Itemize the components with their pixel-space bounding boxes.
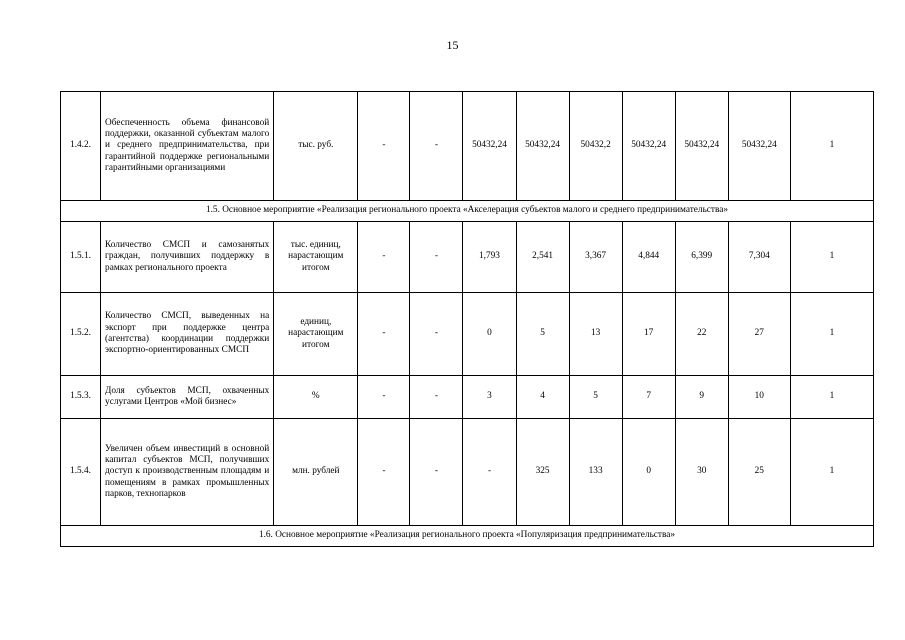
- indicator-description: Обеспеченность объема финансовой поддержки, оказанной субъектам малого и среднего предпринимательства, при гарантийной поддержке региональными гарантийными организациями: [101, 92, 274, 201]
- indicators-table: [60, 91, 874, 547]
- indicator-description: Количество СМСП, выведенных на экспорт при поддержке центра (агентства) координации поддержки экспортно-ориентированных СМСП: [101, 293, 274, 376]
- value-cell: 133: [569, 419, 622, 526]
- row-number: 1.4.2.: [61, 92, 101, 201]
- row-number: 1.5.4.: [61, 419, 101, 526]
- value-cell: -: [410, 222, 463, 293]
- unit-cell: тыс. руб.: [274, 92, 358, 201]
- section-row: [61, 526, 874, 547]
- value-cell: 1: [790, 376, 873, 419]
- value-cell: 13: [569, 293, 622, 376]
- unit-cell: млн. рублей: [274, 419, 358, 526]
- value-cell: 9: [675, 376, 728, 419]
- value-cell: 0: [622, 419, 675, 526]
- value-cell: -: [410, 376, 463, 419]
- value-cell: 27: [728, 293, 790, 376]
- table-row: [61, 419, 874, 526]
- value-cell: 17: [622, 293, 675, 376]
- value-cell: 7,304: [728, 222, 790, 293]
- value-cell: -: [358, 293, 410, 376]
- section-title: 1.5. Основное мероприятие «Реализация регионального проекта «Акселерация субъектов малого и среднего предпринимательства»: [61, 201, 874, 222]
- value-cell: -: [358, 92, 410, 201]
- value-cell: 50432,24: [516, 92, 569, 201]
- value-cell: 50432,24: [463, 92, 516, 201]
- section-row: [61, 201, 874, 222]
- value-cell: 4: [516, 376, 569, 419]
- value-cell: 50432,24: [728, 92, 790, 201]
- value-cell: -: [358, 222, 410, 293]
- value-cell: 1,793: [463, 222, 516, 293]
- unit-cell: тыс. единиц, нарастающим итогом: [274, 222, 358, 293]
- value-cell: 1: [790, 419, 873, 526]
- value-cell: 0: [463, 293, 516, 376]
- row-number: 1.5.1.: [61, 222, 101, 293]
- unit-cell: единиц, нарастающим итогом: [274, 293, 358, 376]
- value-cell: 25: [728, 419, 790, 526]
- indicator-description: Количество СМСП и самозанятых граждан, получивших поддержку в рамках регионального проекта: [101, 222, 274, 293]
- value-cell: -: [358, 376, 410, 419]
- value-cell: 1: [790, 293, 873, 376]
- value-cell: -: [463, 419, 516, 526]
- value-cell: 2,541: [516, 222, 569, 293]
- value-cell: 3: [463, 376, 516, 419]
- value-cell: -: [410, 293, 463, 376]
- value-cell: 50432,2: [569, 92, 622, 201]
- table-row: [61, 293, 874, 376]
- value-cell: -: [410, 92, 463, 201]
- row-number: 1.5.3.: [61, 376, 101, 419]
- value-cell: 22: [675, 293, 728, 376]
- section-title: 1.6. Основное мероприятие «Реализация регионального проекта «Популяризация предпринимательства»: [61, 526, 874, 547]
- value-cell: 5: [516, 293, 569, 376]
- value-cell: 30: [675, 419, 728, 526]
- value-cell: 50432,24: [622, 92, 675, 201]
- value-cell: 5: [569, 376, 622, 419]
- value-cell: -: [358, 419, 410, 526]
- value-cell: -: [410, 419, 463, 526]
- row-number: 1.5.2.: [61, 293, 101, 376]
- value-cell: 50432,24: [675, 92, 728, 201]
- page-number: 15: [446, 38, 459, 52]
- value-cell: 7: [622, 376, 675, 419]
- value-cell: 4,844: [622, 222, 675, 293]
- value-cell: 325: [516, 419, 569, 526]
- value-cell: 1: [790, 222, 873, 293]
- value-cell: 6,399: [675, 222, 728, 293]
- value-cell: 1: [790, 92, 873, 201]
- value-cell: 3,367: [569, 222, 622, 293]
- indicator-description: Доля субъектов МСП, охваченных услугами Центров «Мой бизнес»: [101, 376, 274, 419]
- indicator-description: Увеличен объем инвестиций в основной капитал субъектов МСП, получивших доступ к производственным площадям и помещениям в рамках промышленных парков, технопарков: [101, 419, 274, 526]
- unit-cell: %: [274, 376, 358, 419]
- table-row: [61, 92, 874, 201]
- value-cell: 10: [728, 376, 790, 419]
- table-row: [61, 376, 874, 419]
- table-row: [61, 222, 874, 293]
